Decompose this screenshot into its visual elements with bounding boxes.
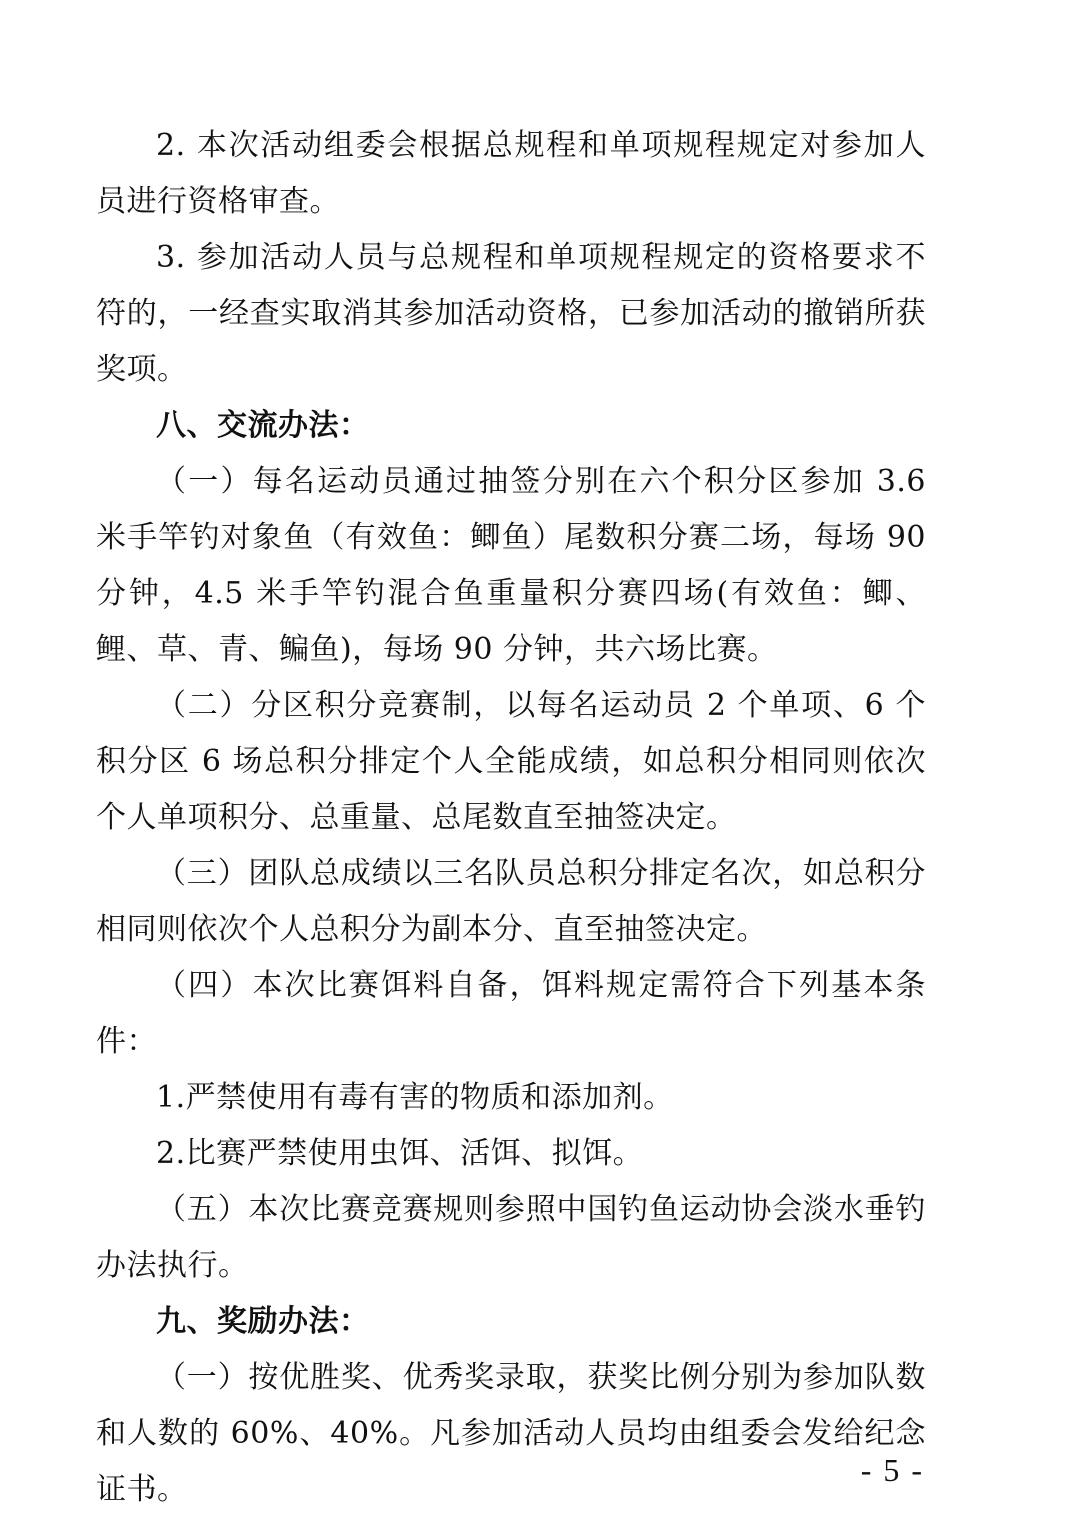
section-heading-award-method: 九、奖励办法： [156,1304,370,1339]
paragraph-zone-scoring: （二）分区积分竞赛制，以每名运动员 2 个单项、6 个积分区 6 场总积分排定个人全能成绩，如总积分相同则依次个人单项积分、总重量、总尾数直至抽签决定。 [96,688,926,835]
document-body [96,118,926,1518]
paragraph-award-ratio: （一）按优胜奖、优秀奖录取，获奖比例分别为参加队数和人数的 60%、40%。凡参加活动人员均由组委会发给纪念证书。 [96,1360,926,1507]
paragraph-competition-rules: （五）本次比赛竞赛规则参照中国钓鱼运动协会淡水垂钓办法执行。 [96,1192,926,1283]
paragraph-qualification-mismatch: 3. 参加活动人员与总规程和单项规程规定的资格要求不符的，一经查实取消其参加活动资格，已参加活动的撤销所获奖项。 [96,240,926,387]
paragraph-bait-rule-1: 1.严禁使用有毒有害的物质和添加剂。 [156,1080,674,1115]
page-number: - 5 - [860,1452,924,1488]
section-heading-exchange-method: 八、交流办法： [156,408,370,443]
paragraph-qualification-review: 2. 本次活动组委会根据总规程和单项规程规定对参加人员进行资格审查。 [96,128,926,219]
paragraph-competition-format: （一）每名运动员通过抽签分别在六个积分区参加 3.6 米手竿钓对象鱼（有效鱼：鲫鱼）尾数积分赛二场，每场 90 分钟，4.5 米手竿钓混合鱼重量积分赛四场(有效鱼：鲫、鲤、草、青、鳊鱼)，每场 90 分钟，共六场比赛。 [96,464,926,667]
paragraph-team-ranking: （三）团队总成绩以三名队员总积分排定名次，如总积分相同则依次个人总积分为副本分、直至抽签决定。 [96,856,926,947]
paragraph-bait-rules: （四）本次比赛饵料自备，饵料规定需符合下列基本条件： [96,968,926,1059]
paragraph-bait-rule-2: 2.比赛严禁使用虫饵、活饵、拟饵。 [156,1136,644,1171]
